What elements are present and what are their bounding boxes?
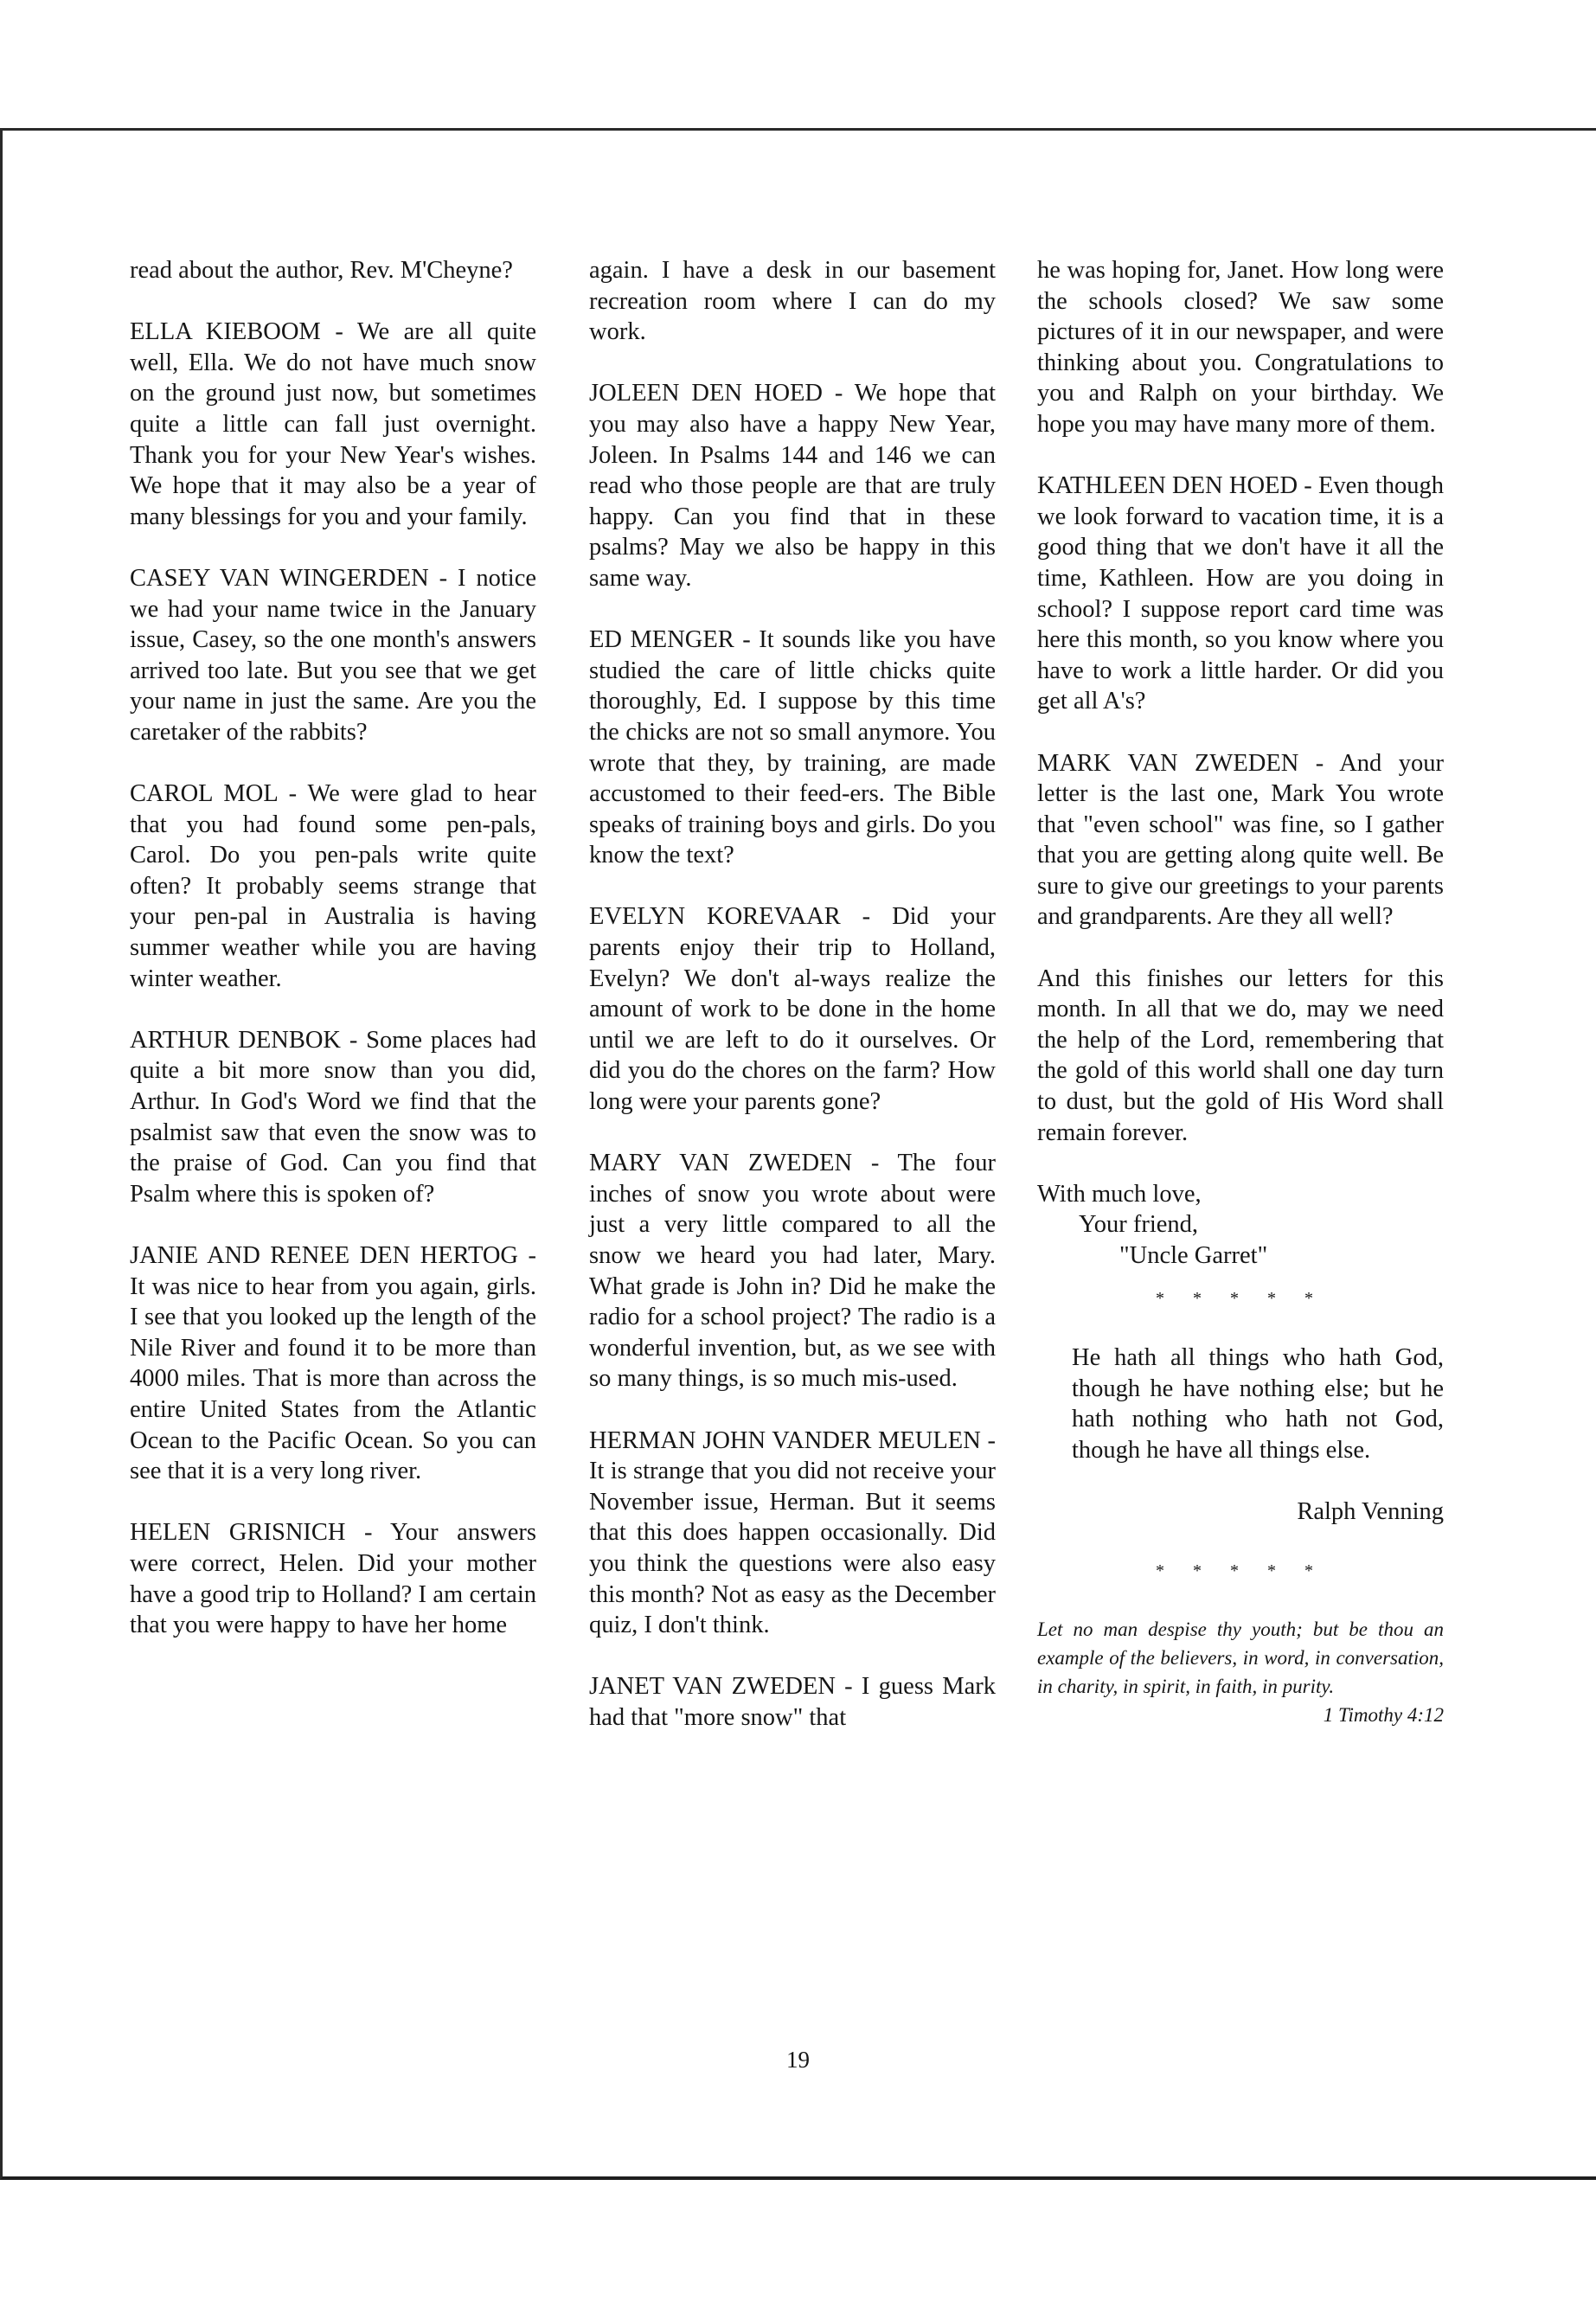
letter-reply-mark-van-zweden: MARK VAN ZWEDEN - And your letter is the last one, Mark You wrote that "even school" was fine, so I gather that you are getting along quite well. Be sure to give our greetings to your parents and grandparents. Are they all well? [1037, 749, 1444, 931]
letter-reply-janet-van-zweden: JANET VAN ZWEDEN - I guess Mark had that "more snow" that [589, 1673, 996, 1731]
letter-reply-helen-grisnich: HELEN GRISNICH - Your answers were correct, Helen. Did your mother have a good trip to Holland? I am certain that you were happy to have her home [130, 1519, 536, 1639]
section-divider-stars: * * * * * [1156, 1561, 1325, 1580]
scripture-reference: 1 Timothy 4:12 [1323, 1704, 1444, 1727]
letter-reply-casey-van-wingerden: CASEY VAN WINGERDEN - I notice we had your name twice in the January issue, Casey, so the one month's answers arrived too late. But you see that we get your name in just the same. Are you the caretaker of the rabbits? [130, 564, 536, 746]
quote-text: He hath all things who hath God, though he have nothing else; but he hath nothing who hath not God, though he have all things else. [1072, 1344, 1444, 1464]
paragraph: he was hoping for, Janet. How long were the schools closed? We saw some pictures of it in our newspaper, and were thinking about you. Congratulations to you and Ralph on your birthday. We hope you may have many more of them. [1037, 257, 1444, 438]
signoff-line: Your friend, [1079, 1211, 1199, 1239]
section-divider-stars: * * * * * [1156, 1288, 1325, 1308]
signoff-line: With much love, [1037, 1180, 1202, 1208]
letter-reply-mary-van-zweden: MARY VAN ZWEDEN - The four inches of snow you wrote about were just a very little compared to all the snow we heard you had later, Mary. What grade is John in? Did he make the radio for a school project? The radio is a wonderful invention, but, as we see with so many things, is so much mis-used. [589, 1150, 996, 1393]
column-1 [130, 255, 536, 1671]
column-3 [1037, 255, 1444, 1729]
scripture-verse: Let no man despise thy youth; but be thou an example of the believers, in word, in conversation, in charity, in spirit, in faith, in purity. [1037, 1618, 1444, 1698]
closing-paragraph: And this finishes our letters for this month. In all that we do, may we need the help of the Lord, remembering that the gold of this world shall one day turn to dust, but the gold of His Word shall remain forever. [1037, 965, 1444, 1146]
quote-author: Ralph Venning [1297, 1498, 1444, 1526]
letter-reply-herman-john-vander-meulen: HERMAN JOHN VANDER MEULEN - It is strange that you did not receive your November issue, Herman. But it seems that this does happen occasionally. Did you think the questions were also easy this month? Not as easy as the December quiz, I don't think. [589, 1426, 996, 1639]
signoff-signature: "Uncle Garret" [1119, 1242, 1268, 1269]
paragraph: read about the author, Rev. M'Cheyne? [130, 257, 513, 284]
letter-reply-janie-renee-den-hertog: JANIE AND RENEE DEN HERTOG - It was nice to hear from you again, girls. I see that you looked up the length of the Nile River and found it to be more than 4000 miles. That is more than across the entire United States from the Atlantic Ocean to the Pacific Ocean. So you can see that it is a very long river. [130, 1242, 536, 1485]
letter-reply-kathleen-den-hoed: KATHLEEN DEN HOED - Even though we look forward to vacation time, it is a good thing that we don't have it all the time, Kathleen. How are you doing in school? I suppose report card time was here this month, so you know where you have to work a little harder. Or did you get all A's? [1037, 472, 1444, 715]
letter-reply-arthur-denbok: ARTHUR DENBOK - Some places had quite a bit more snow than you did, Arthur. In God's Word we find that the psalmist saw that even the snow was to the praise of God. Can you find that Psalm where this is spoken of? [130, 1026, 536, 1208]
letter-reply-joleen-den-hoed: JOLEEN DEN HOED - We hope that you may also have a happy New Year, Joleen. In Psalms 144 and 146 we can read who those people are that are truly happy. Can you find that in these psalms? May we also be happy in this same way. [589, 380, 996, 592]
letter-reply-carol-mol: CAROL MOL - We were glad to hear that you had found some pen-pals, Carol. Do you pen-pals write quite often? It probably seems strange that your pen-pal in Australia is having summer weather while you are having winter weather. [130, 780, 536, 992]
letter-reply-ed-menger: ED MENGER - It sounds like you have studied the care of little chicks quite thoroughly, Ed. I suppose by this time the chicks are not so small anymore. You wrote that they, by training, are made accustomed to their feed-ers. The Bible speaks of training boys and girls. Do you know the text? [589, 626, 996, 869]
column-2 [589, 255, 996, 1764]
signoff [1037, 1179, 1444, 1272]
paragraph: again. I have a desk in our basement recreation room where I can do my work. [589, 257, 996, 346]
page-number: 19 [786, 2047, 810, 2073]
letter-reply-evelyn-korevaar: EVELYN KOREVAAR - Did your parents enjoy their trip to Holland, Evelyn? We don't al-ways realize the amount of work to be done in the home until we are left to do it ourselves. Or did you do the chores on the farm? How long were your parents gone? [589, 903, 996, 1116]
letter-reply-ella-kieboom: ELLA KIEBOOM - We are all quite well, Ella. We do not have much snow on the ground just now, but sometimes quite a little can fall just overnight. Thank you for your New Year's wishes. We hope that it may also be a year of many blessings for you and your family. [130, 318, 536, 530]
